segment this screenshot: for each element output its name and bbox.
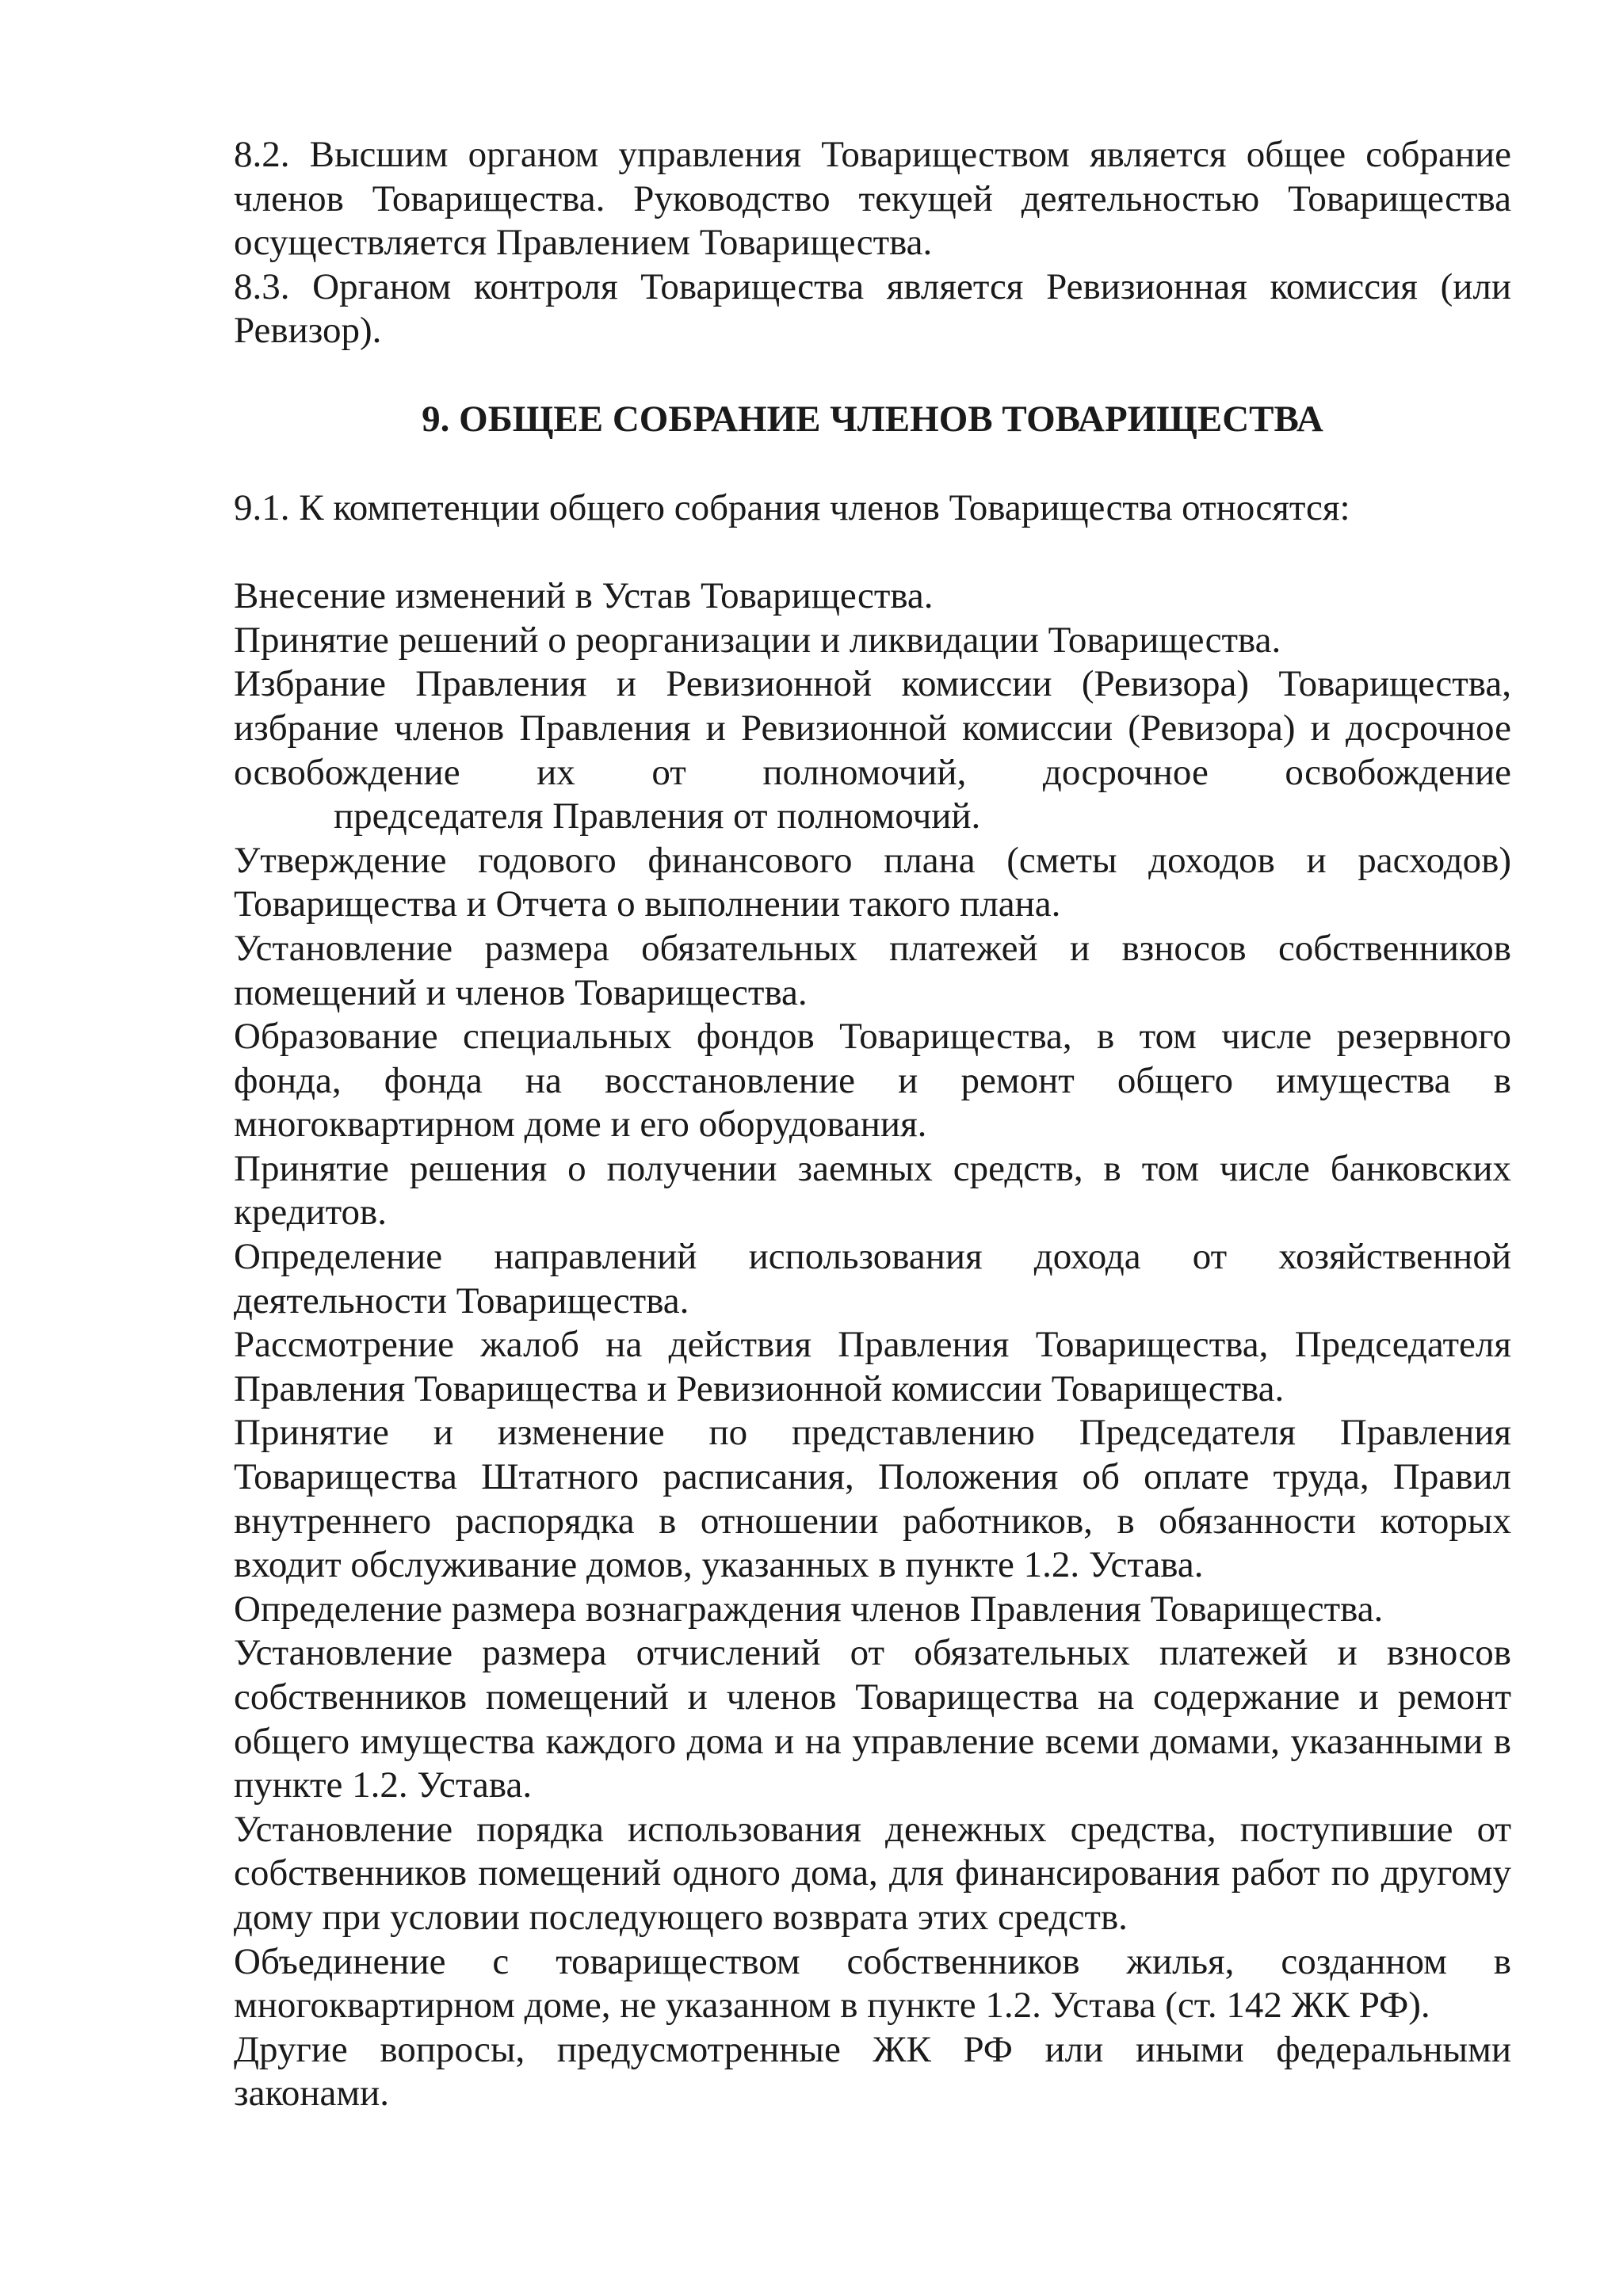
- list-item-continuation: председателя Правления от полномочий.: [334, 795, 981, 837]
- list-item: Установление порядка использования денежных средства, поступившие от собственников помещений одного дома, для финансирования работ по другому дому при условии последующего возврата этих средств.: [234, 1808, 1511, 1938]
- list-item: Принятие решения о получении заемных средств, в том числе банковских кредитов.: [234, 1147, 1511, 1234]
- document-page: [234, 133, 1511, 2116]
- list-item: Другие вопросы, предусмотренные ЖК РФ или иными федеральными законами.: [234, 2028, 1511, 2115]
- section-heading: 9. ОБЩЕЕ СОБРАНИЕ ЧЛЕНОВ ТОВАРИЩЕСТВА: [422, 398, 1323, 440]
- list-item: Объединение с товариществом собственников жилья, созданном в многоквартирном доме, не указанном в пункте 1.2. Устава (ст. 142 ЖК РФ).: [234, 1940, 1511, 2027]
- list-item: Избрание Правления и Ревизионной комиссии (Ревизора) Товарищества, избрание членов Правления и Ревизионной комиссии (Ревизора) и досрочное освобождение их от полномочий, досрочное освобождение: [234, 663, 1511, 793]
- list-item: Принятие решений о реорганизации и ликвидации Товарищества.: [234, 619, 1281, 661]
- competence-list: [234, 574, 1511, 2116]
- paragraph-8-2: 8.2. Высшим органом управления Товариществом является общее собрание членов Товарищества. Руководство текущей деятельностью Товарищества осуществляется Правлением Товарищества.: [234, 134, 1511, 264]
- paragraph-8-3: 8.3. Органом контроля Товарищества является Ревизионная комиссия (или Ревизор).: [234, 265, 1511, 352]
- list-item: Рассмотрение жалоб на действия Правления Товарищества, Председателя Правления Товарищества и Ревизионной комиссии Товарищества.: [234, 1324, 1511, 1409]
- list-item: Утверждение годового финансового плана (сметы доходов и расходов) Товарищества и Отчета о выполнении такого плана.: [234, 839, 1511, 925]
- list-item: Принятие и изменение по представлению Председателя Правления Товарищества Штатного расписания, Положения об оплате труда, Правил внутреннего распорядка в отношении работников, в обязанности которых входит обслуживание домов, указанных в пункте 1.2. Устава.: [234, 1412, 1511, 1586]
- list-item: Установление размера отчислений от обязательных платежей и взносов собственников помещений и членов Товарищества на содержание и ремонт общего имущества каждого дома и на управление всеми домами, указанными в пункте 1.2. Устава.: [234, 1632, 1511, 1806]
- list-item: Определение направлений использования дохода от хозяйственной деятельности Товарищества.: [234, 1236, 1511, 1322]
- paragraph-9-1: 9.1. К компетенции общего собрания членов Товарищества относятся:: [234, 486, 1350, 528]
- list-item: Внесение изменений в Устав Товарищества.: [234, 575, 934, 617]
- list-item: Образование специальных фондов Товарищества, в том числе резервного фонда, фонда на восстановление и ремонт общего имущества в многоквартирном доме и его оборудования.: [234, 1016, 1511, 1146]
- list-item: Установление размера обязательных платежей и взносов собственников помещений и членов Товарищества.: [234, 927, 1511, 1013]
- list-item: Определение размера вознаграждения членов Правления Товарищества.: [234, 1588, 1384, 1630]
